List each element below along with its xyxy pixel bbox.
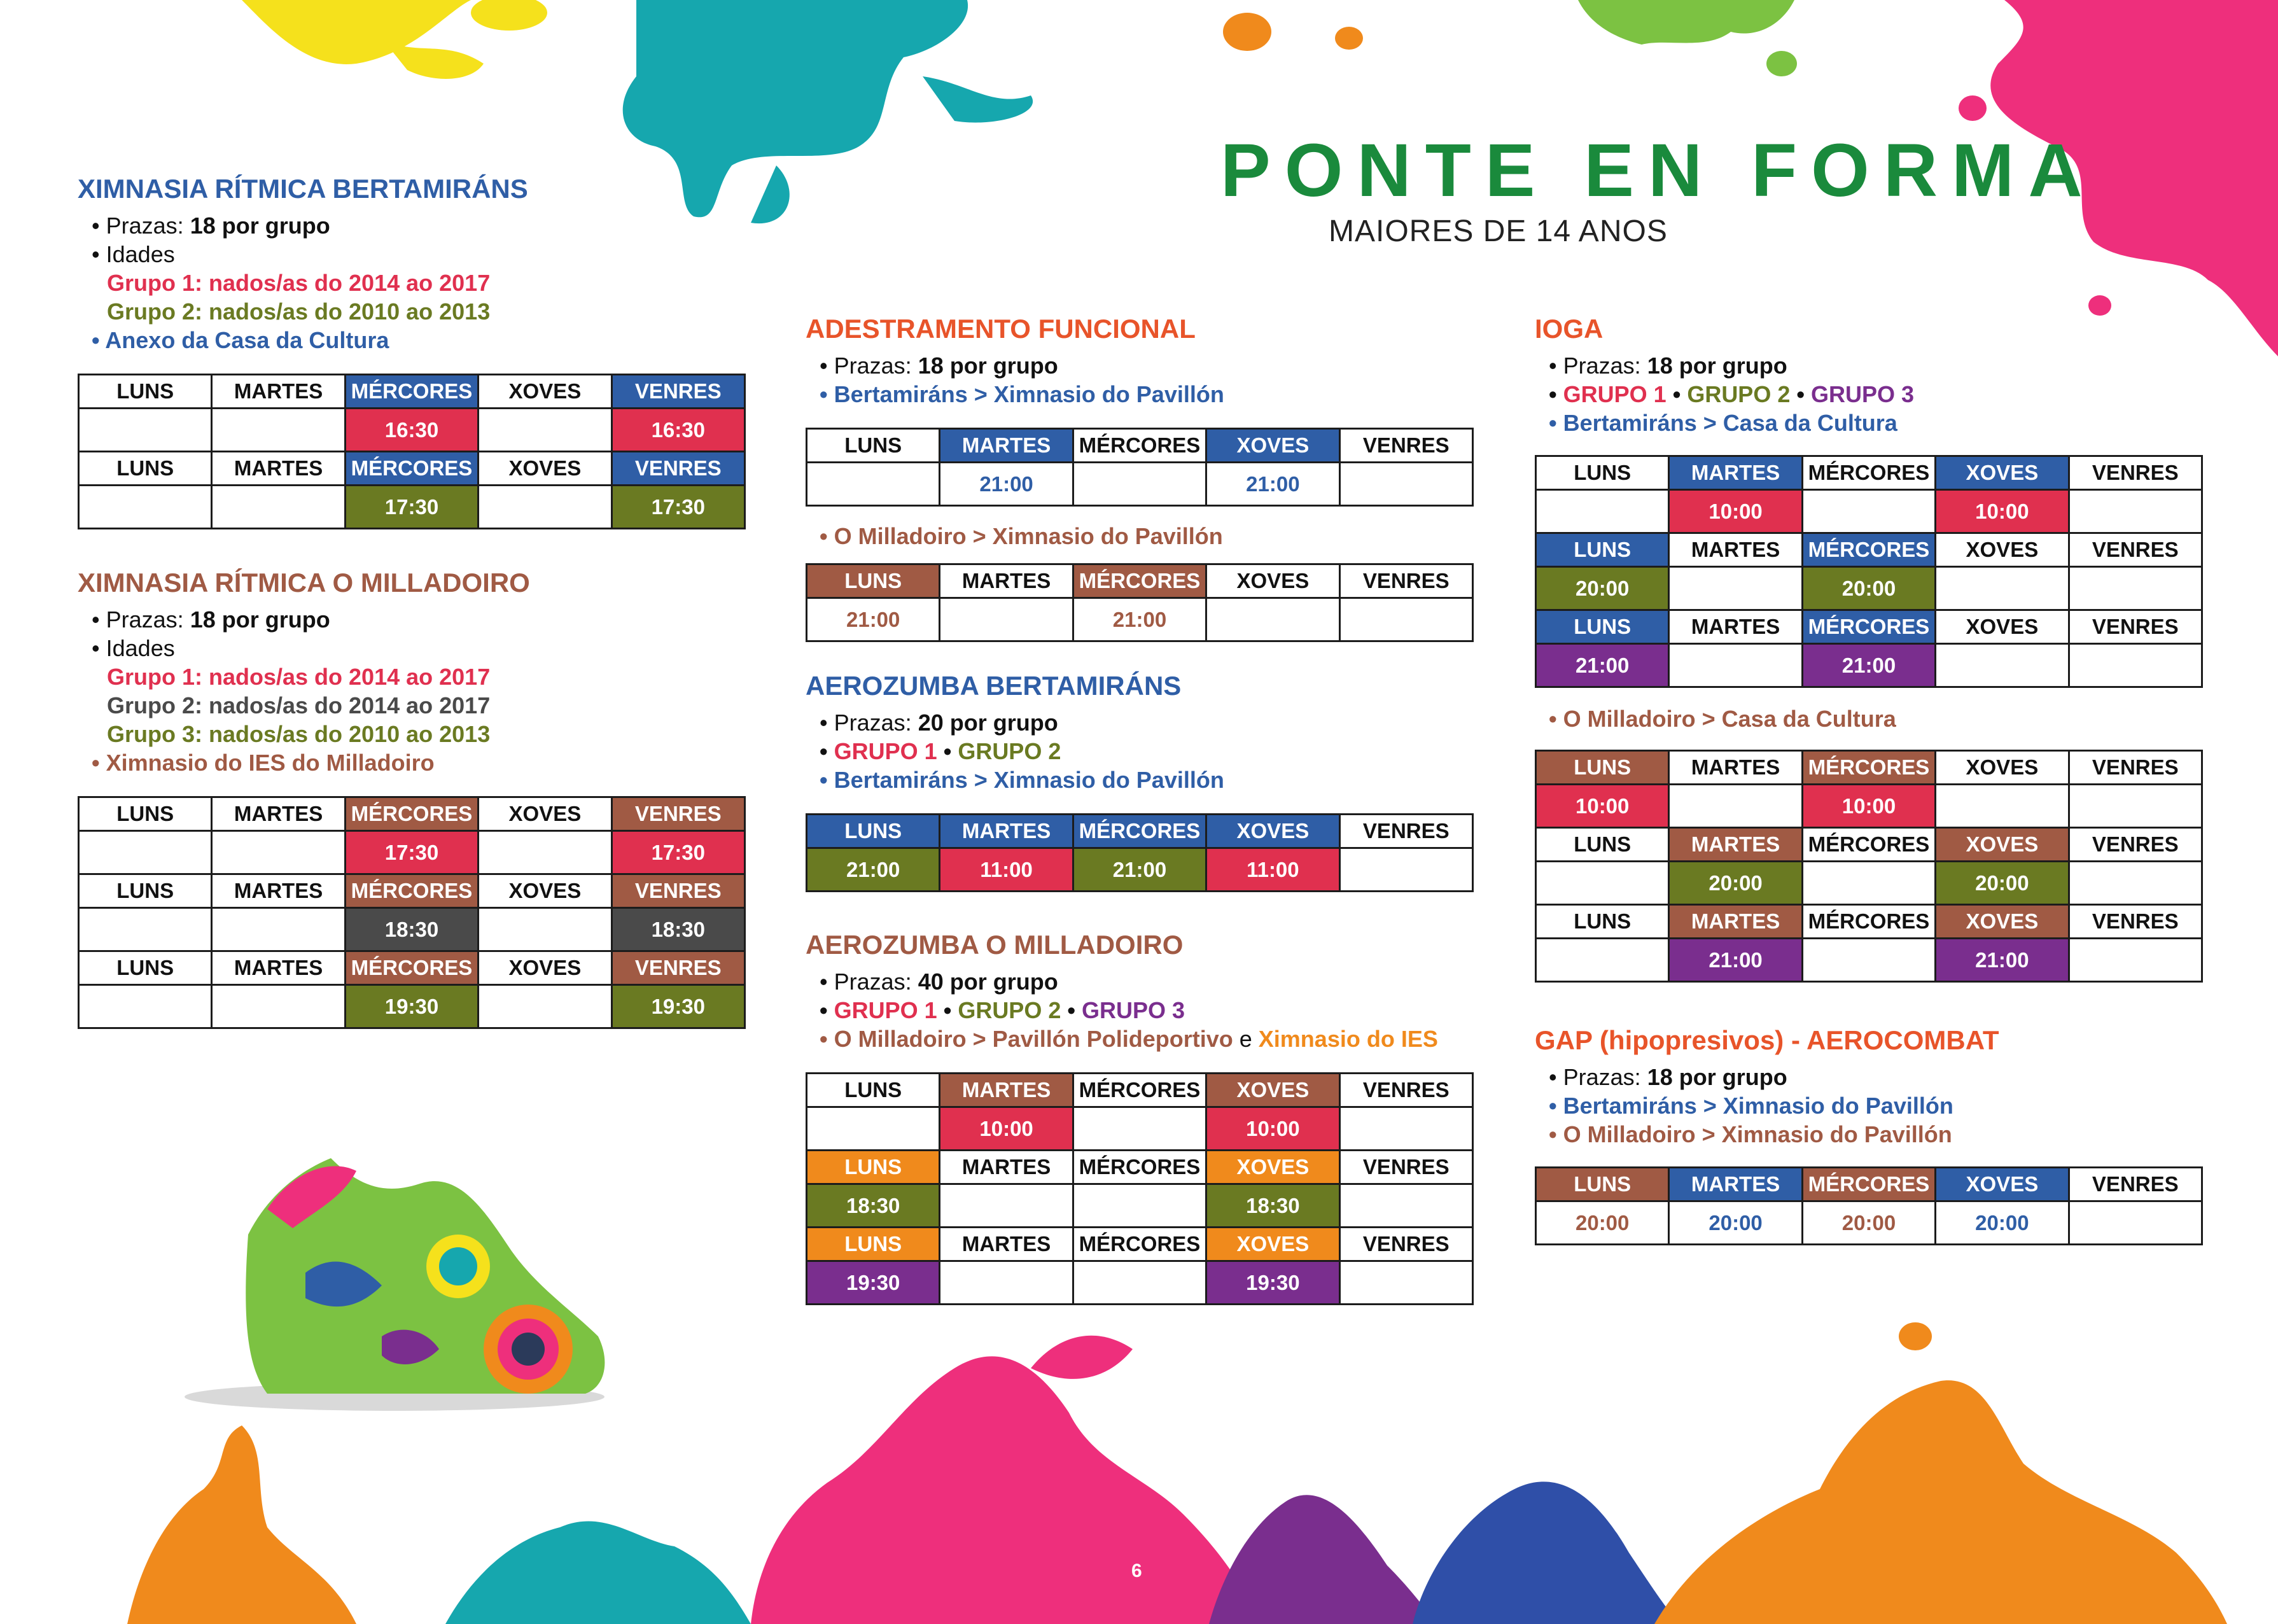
time-cell: [79, 985, 212, 1028]
day-header: MARTES: [1669, 828, 1802, 862]
bullet: •: [1549, 706, 1557, 732]
day-header: XOVES: [1936, 905, 2069, 939]
time-cell: [2069, 862, 2202, 905]
day-header: LUNS: [807, 1228, 940, 1261]
day-header: VENRES: [2069, 1168, 2202, 1201]
prazas-label: Prazas:: [1563, 1064, 1641, 1090]
bullet: •: [1672, 381, 1681, 407]
bullet: •: [820, 710, 828, 736]
time-cell: 19:30: [345, 985, 478, 1028]
grupo-label: GRUPO 1: [834, 997, 937, 1023]
prazas-value: 18 por grupo: [1647, 1064, 1787, 1090]
grupo-label: GRUPO 2: [958, 738, 1061, 764]
time-cell: [479, 908, 611, 951]
time-cell: [212, 908, 345, 951]
prazas-label: Prazas:: [834, 710, 912, 736]
day-header: XOVES: [1936, 533, 2069, 567]
day-header: MÉRCORES: [1802, 533, 1935, 567]
day-header: VENRES: [2069, 610, 2202, 644]
time-cell: 21:00: [1206, 463, 1339, 506]
prazas-value: 18 por grupo: [1647, 353, 1787, 379]
location-line: [1535, 704, 2203, 733]
prazas-line: [806, 708, 1474, 737]
bullet: •: [820, 969, 828, 995]
time-cell: 16:30: [611, 409, 744, 452]
day-header: MARTES: [940, 564, 1073, 598]
time-cell: 19:30: [807, 1261, 940, 1305]
day-header: MARTES: [1669, 751, 1802, 785]
bullet: •: [1549, 353, 1557, 379]
page-subtitle: MAIORES DE 14 ANOS: [1329, 214, 1668, 248]
grupos-line: [806, 737, 1474, 766]
section-adestramento: [806, 313, 1474, 642]
prazas-label: Prazas:: [106, 213, 184, 239]
day-header: XOVES: [479, 797, 611, 831]
grupo-label: GRUPO 3: [1811, 381, 1915, 407]
schedule-table: [806, 1072, 1474, 1305]
time-cell: 18:30: [611, 908, 744, 951]
running-shoe-illustration: [185, 1158, 604, 1411]
time-cell: [940, 598, 1073, 641]
group-line: Grupo 2: nados/as do 2010 ao 2013: [107, 298, 491, 325]
day-header: MÉRCORES: [1073, 1228, 1206, 1261]
time-cell: [79, 486, 212, 529]
bullet: •: [92, 750, 100, 776]
day-header: XOVES: [1936, 456, 2069, 490]
day-header: XOVES: [1206, 1074, 1339, 1107]
day-header: XOVES: [479, 874, 611, 908]
day-header: MARTES: [1669, 610, 1802, 644]
group-line: Grupo 1: nados/as do 2014 ao 2017: [107, 270, 491, 296]
page-title: PONTE EN FORMA: [1220, 129, 2097, 213]
location-text: O Milladoiro > Pavillón Polideportivo: [834, 1026, 1233, 1052]
idades-line: [78, 634, 746, 662]
time-cell: 10:00: [1802, 785, 1935, 828]
day-header: MÉRCORES: [1073, 429, 1206, 463]
time-cell: 20:00: [1669, 862, 1802, 905]
day-header: VENRES: [1339, 429, 1472, 463]
bullet: •: [820, 353, 828, 379]
day-header: MÉRCORES: [1073, 1151, 1206, 1184]
prazas-line: [806, 351, 1474, 380]
location-line: [78, 748, 746, 777]
location-line: [806, 380, 1474, 409]
time-cell: [1073, 463, 1206, 506]
day-header: LUNS: [807, 429, 940, 463]
time-cell: 19:30: [611, 985, 744, 1028]
schedule-table: [78, 796, 746, 1029]
location-line: [806, 766, 1474, 794]
section-xr-milladoiro: [78, 567, 746, 1029]
time-cell: [479, 831, 611, 874]
location-line: [1535, 1091, 2203, 1120]
group-line: Grupo 2: nados/as do 2014 ao 2017: [107, 692, 491, 718]
section-title: AEROZUMBA BERTAMIRÁNS: [806, 671, 1182, 701]
time-cell: [1339, 463, 1472, 506]
time-cell: [479, 486, 611, 529]
day-header: VENRES: [1339, 815, 1472, 848]
time-cell: [1536, 490, 1669, 533]
time-cell: 11:00: [1206, 848, 1339, 892]
location-text: Bertamiráns > Ximnasio do Pavillón: [834, 767, 1224, 793]
time-cell: 21:00: [1802, 644, 1935, 687]
day-header: VENRES: [611, 797, 744, 831]
day-header: MÉRCORES: [345, 452, 478, 486]
time-cell: 21:00: [1073, 848, 1206, 892]
time-cell: 10:00: [1669, 490, 1802, 533]
location-line: [1535, 409, 2203, 437]
day-header: LUNS: [807, 815, 940, 848]
time-cell: [1339, 848, 1472, 892]
time-cell: [1339, 598, 1472, 641]
location-text: O Milladoiro > Ximnasio do Pavillón: [834, 523, 1223, 549]
time-cell: 18:30: [1206, 1184, 1339, 1228]
day-header: LUNS: [1536, 828, 1669, 862]
bullet: •: [1549, 1121, 1557, 1147]
location-line: [806, 522, 1474, 550]
day-header: VENRES: [1339, 1074, 1472, 1107]
bullet: •: [820, 523, 828, 549]
time-cell: 19:30: [1206, 1261, 1339, 1305]
bullet: •: [92, 635, 100, 661]
day-header: XOVES: [1936, 828, 2069, 862]
day-header: MÉRCORES: [1073, 815, 1206, 848]
day-header: MARTES: [212, 951, 345, 985]
section-title: XIMNASIA RÍTMICA O MILLADOIRO: [78, 568, 530, 598]
idades-line: [78, 240, 746, 269]
time-cell: [1936, 644, 2069, 687]
time-cell: 21:00: [1536, 644, 1669, 687]
bullet: •: [943, 738, 952, 764]
bullet: •: [92, 606, 100, 633]
day-header: XOVES: [1206, 429, 1339, 463]
day-header: MARTES: [212, 375, 345, 409]
time-cell: 21:00: [807, 848, 940, 892]
idades-label: Idades: [106, 241, 175, 267]
time-cell: [1936, 785, 2069, 828]
day-header: XOVES: [1206, 1151, 1339, 1184]
prazas-label: Prazas:: [834, 969, 912, 995]
prazas-line: [806, 967, 1474, 996]
location-text: O Milladoiro > Casa da Cultura: [1563, 706, 1896, 732]
bullet: •: [1549, 381, 1557, 407]
day-header: VENRES: [2069, 905, 2202, 939]
day-header: VENRES: [1339, 1228, 1472, 1261]
bullet: •: [1796, 381, 1805, 407]
day-header: VENRES: [1339, 1151, 1472, 1184]
time-cell: 20:00: [1802, 1201, 1935, 1245]
prazas-value: 18 por grupo: [190, 606, 330, 633]
day-header: MÉRCORES: [345, 375, 478, 409]
time-cell: 21:00: [940, 463, 1073, 506]
time-cell: [1536, 862, 1669, 905]
bullet: •: [943, 997, 952, 1023]
time-cell: [807, 1107, 940, 1151]
day-header: LUNS: [79, 797, 212, 831]
day-header: XOVES: [1936, 610, 2069, 644]
time-cell: 21:00: [1073, 598, 1206, 641]
location-text: O Milladoiro > Ximnasio do Pavillón: [1563, 1121, 1952, 1147]
time-cell: [1073, 1107, 1206, 1151]
day-header: MÉRCORES: [1802, 1168, 1935, 1201]
day-header: MÉRCORES: [1073, 1074, 1206, 1107]
day-header: VENRES: [611, 874, 744, 908]
time-cell: 21:00: [1669, 939, 1802, 982]
location-line: [806, 1025, 1474, 1053]
day-header: XOVES: [479, 452, 611, 486]
day-header: XOVES: [1206, 1228, 1339, 1261]
grupo-label: GRUPO 2: [1687, 381, 1791, 407]
day-header: XOVES: [479, 375, 611, 409]
time-cell: 10:00: [1936, 490, 2069, 533]
page-number: 6: [1131, 1560, 1142, 1581]
time-cell: 20:00: [1936, 1201, 2069, 1245]
location-text: Ximnasio do IES: [1258, 1026, 1438, 1052]
prazas-line: [1535, 1063, 2203, 1091]
day-header: MÉRCORES: [345, 797, 478, 831]
idades-label: Idades: [106, 635, 175, 661]
schedule-table: [1535, 750, 2203, 983]
time-cell: 20:00: [1536, 1201, 1669, 1245]
time-cell: 21:00: [1936, 939, 2069, 982]
time-cell: 20:00: [1536, 567, 1669, 610]
bullet: •: [1067, 997, 1075, 1023]
day-header: MARTES: [940, 1228, 1073, 1261]
section-title: GAP (hipopresivos) - AEROCOMBAT: [1535, 1025, 1999, 1055]
schedule-table: [806, 428, 1474, 507]
schedule-table: [806, 563, 1474, 642]
bullet: •: [820, 997, 828, 1023]
schedule-table: [1535, 1166, 2203, 1245]
day-header: LUNS: [79, 951, 212, 985]
day-header: VENRES: [2069, 828, 2202, 862]
time-cell: 10:00: [1206, 1107, 1339, 1151]
time-cell: [1073, 1261, 1206, 1305]
day-header: XOVES: [1936, 1168, 2069, 1201]
day-header: VENRES: [611, 375, 744, 409]
grupos-line: [806, 996, 1474, 1025]
day-header: MÉRCORES: [1802, 610, 1935, 644]
day-header: MARTES: [940, 1074, 1073, 1107]
day-header: LUNS: [1536, 456, 1669, 490]
day-header: LUNS: [807, 1074, 940, 1107]
day-header: LUNS: [1536, 533, 1669, 567]
section-xr-bertamirans: [78, 173, 746, 529]
time-cell: [1802, 862, 1935, 905]
day-header: LUNS: [79, 375, 212, 409]
section-aerozumba-bertamirans: [806, 670, 1474, 892]
day-header: LUNS: [1536, 610, 1669, 644]
day-header: MARTES: [1669, 456, 1802, 490]
bullet: •: [92, 241, 100, 267]
grupo-label: GRUPO 1: [834, 738, 937, 764]
bullet: •: [92, 327, 100, 353]
prazas-line: [78, 605, 746, 634]
day-header: LUNS: [79, 452, 212, 486]
time-cell: 18:30: [807, 1184, 940, 1228]
section-gap-aerocombat: [1535, 1025, 2203, 1245]
time-cell: [1339, 1261, 1472, 1305]
time-cell: [1669, 785, 1802, 828]
day-header: VENRES: [2069, 533, 2202, 567]
time-cell: [1802, 490, 1935, 533]
time-cell: [2069, 490, 2202, 533]
day-header: MARTES: [1669, 1168, 1802, 1201]
prazas-value: 18 por grupo: [190, 213, 330, 239]
time-cell: [940, 1261, 1073, 1305]
time-cell: 11:00: [940, 848, 1073, 892]
day-header: LUNS: [1536, 1168, 1669, 1201]
time-cell: [1802, 939, 1935, 982]
day-header: MÉRCORES: [1802, 456, 1935, 490]
section-aerozumba-milladoiro: [806, 929, 1474, 1305]
day-header: MARTES: [212, 874, 345, 908]
day-header: XOVES: [1936, 751, 2069, 785]
grupos-line: [1535, 380, 2203, 409]
time-cell: [1536, 939, 1669, 982]
day-header: LUNS: [79, 874, 212, 908]
day-header: VENRES: [1339, 564, 1472, 598]
location-text: Anexo da Casa da Cultura: [105, 327, 389, 353]
time-cell: [79, 831, 212, 874]
day-header: XOVES: [1206, 564, 1339, 598]
day-header: MÉRCORES: [1073, 564, 1206, 598]
time-cell: [807, 463, 940, 506]
grupo-label: GRUPO 2: [958, 997, 1061, 1023]
prazas-label: Prazas:: [106, 606, 184, 633]
day-header: LUNS: [807, 564, 940, 598]
time-cell: [1073, 1184, 1206, 1228]
section-title: XIMNASIA RÍTMICA BERTAMIRÁNS: [78, 174, 528, 204]
bullet: •: [1549, 1064, 1557, 1090]
day-header: MÉRCORES: [345, 874, 478, 908]
day-header: MARTES: [1669, 533, 1802, 567]
location-line: [78, 326, 746, 354]
bullet: •: [1549, 410, 1557, 436]
time-cell: 10:00: [1536, 785, 1669, 828]
day-header: LUNS: [807, 1151, 940, 1184]
group-line: Grupo 1: nados/as do 2014 ao 2017: [107, 664, 491, 690]
schedule-table: [78, 374, 746, 529]
prazas-value: 18 por grupo: [918, 353, 1058, 379]
time-cell: [2069, 567, 2202, 610]
location-text: Bertamiráns > Ximnasio do Pavillón: [834, 381, 1224, 407]
time-cell: [2069, 644, 2202, 687]
time-cell: 21:00: [807, 598, 940, 641]
time-cell: [1339, 1107, 1472, 1151]
time-cell: [2069, 939, 2202, 982]
prazas-line: [78, 211, 746, 240]
time-cell: 10:00: [940, 1107, 1073, 1151]
time-cell: [1936, 567, 2069, 610]
section-title: ADESTRAMENTO FUNCIONAL: [806, 314, 1196, 344]
time-cell: [212, 831, 345, 874]
day-header: LUNS: [1536, 751, 1669, 785]
day-header: VENRES: [611, 951, 744, 985]
time-cell: 17:30: [345, 486, 478, 529]
grupo-label: GRUPO 1: [1563, 381, 1667, 407]
day-header: LUNS: [1536, 905, 1669, 939]
day-header: MARTES: [940, 1151, 1073, 1184]
day-header: MÉRCORES: [1802, 905, 1935, 939]
section-title: IOGA: [1535, 314, 1604, 344]
day-header: MÉRCORES: [345, 951, 478, 985]
time-cell: [1669, 567, 1802, 610]
bullet: •: [820, 738, 828, 764]
time-cell: [479, 409, 611, 452]
bullet: •: [92, 213, 100, 239]
location-text: Bertamiráns > Ximnasio do Pavillón: [1563, 1093, 1953, 1119]
day-header: VENRES: [611, 452, 744, 486]
conjunction: e: [1239, 1026, 1252, 1052]
time-cell: [1339, 1184, 1472, 1228]
prazas-label: Prazas:: [834, 353, 912, 379]
time-cell: [212, 985, 345, 1028]
schedule-table: [1535, 455, 2203, 688]
time-cell: 17:30: [611, 486, 744, 529]
location-text: Bertamiráns > Casa da Cultura: [1563, 410, 1897, 436]
time-cell: [479, 985, 611, 1028]
day-header: VENRES: [2069, 751, 2202, 785]
prazas-label: Prazas:: [1563, 353, 1641, 379]
schedule-table: [806, 813, 1474, 892]
time-cell: 16:30: [345, 409, 478, 452]
day-header: MÉRCORES: [1802, 828, 1935, 862]
time-cell: 17:30: [345, 831, 478, 874]
time-cell: 18:30: [345, 908, 478, 951]
day-header: MARTES: [212, 452, 345, 486]
prazas-value: 20 por grupo: [918, 710, 1058, 736]
section-ioga: [1535, 313, 2203, 983]
grupo-label: GRUPO 3: [1082, 997, 1185, 1023]
day-header: MÉRCORES: [1802, 751, 1935, 785]
time-cell: [2069, 1201, 2202, 1245]
group-line: Grupo 3: nados/as do 2010 ao 2013: [107, 721, 491, 747]
time-cell: [940, 1184, 1073, 1228]
day-header: MARTES: [212, 797, 345, 831]
location-text: Ximnasio do IES do Milladoiro: [106, 750, 435, 776]
day-header: XOVES: [1206, 815, 1339, 848]
time-cell: 20:00: [1936, 862, 2069, 905]
location-line: [1535, 1120, 2203, 1149]
day-header: MARTES: [940, 815, 1073, 848]
prazas-value: 40 por grupo: [918, 969, 1058, 995]
bullet: •: [1549, 1093, 1557, 1119]
section-title: AEROZUMBA O MILLADOIRO: [806, 930, 1184, 960]
time-cell: 20:00: [1802, 567, 1935, 610]
time-cell: [2069, 785, 2202, 828]
time-cell: 17:30: [611, 831, 744, 874]
prazas-line: [1535, 351, 2203, 380]
time-cell: [212, 486, 345, 529]
bullet: •: [820, 381, 828, 407]
time-cell: [79, 908, 212, 951]
time-cell: 20:00: [1669, 1201, 1802, 1245]
bullet: •: [820, 767, 828, 793]
day-header: MARTES: [1669, 905, 1802, 939]
time-cell: [79, 409, 212, 452]
day-header: MARTES: [940, 429, 1073, 463]
time-cell: [1669, 644, 1802, 687]
day-header: XOVES: [479, 951, 611, 985]
time-cell: [212, 409, 345, 452]
time-cell: [1206, 598, 1339, 641]
day-header: VENRES: [2069, 456, 2202, 490]
bullet: •: [820, 1026, 828, 1052]
